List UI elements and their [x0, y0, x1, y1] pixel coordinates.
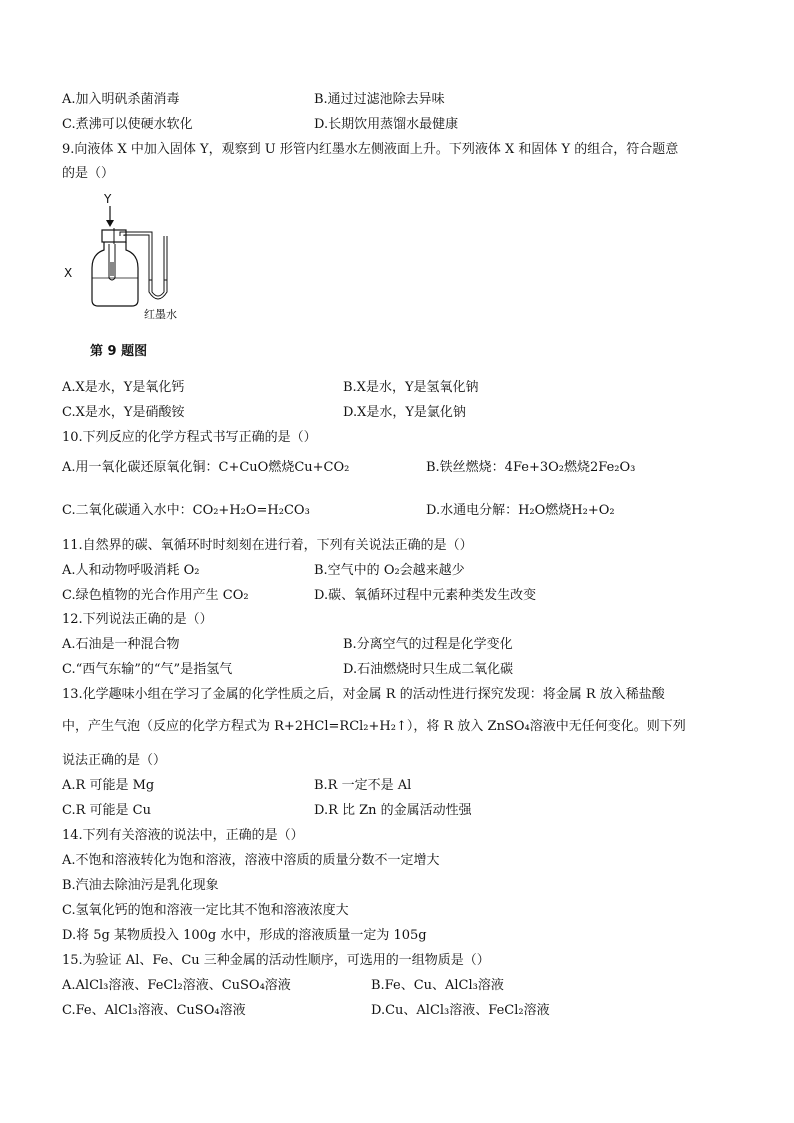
- q14-option-b: B.汽油去除油污是乳化现象: [62, 878, 219, 893]
- q13-option-a: A.R 可能是 Mg: [62, 778, 155, 793]
- q13-stem: 13.化学趣味小组在学习了金属的化学性质之后，对金属 R 的活动性进行探究发现：将金属 R 放入稀盐酸: [62, 687, 665, 702]
- u-tube-apparatus: [60, 192, 200, 362]
- q9-stem: 9.向液体 X 中加入固体 Y，观察到 U 形管内红墨水左侧液面上升。下列液体 X 和固体 Y 的组合，符合题意: [62, 142, 679, 157]
- q12-option-b: B.分离空气的过程是化学变化: [343, 637, 513, 652]
- q12-option-a: A.石油是一种混合物: [62, 637, 180, 652]
- q9-option-d: D.X是水，Y是氯化钠: [343, 405, 466, 420]
- q11-stem: 11.自然界的碳、氧循环时时刻刻在进行着，下列有关说法正确的是（）: [62, 538, 473, 553]
- q14-option-c: C.氢氧化钙的饱和溶液一定比其不饱和溶液浓度大: [62, 903, 349, 918]
- q12-stem: 12.下列说法正确的是（）: [62, 612, 213, 627]
- q13-stem-end: 说法正确的是（）: [62, 753, 167, 768]
- q9-stem-cont: 的是（）: [62, 166, 115, 181]
- q8-option-b: B.通过过滤池除去异味: [314, 92, 445, 107]
- q15-option-b: B.Fe、Cu、AlCl₃溶液: [371, 978, 504, 993]
- q10-option-b: B.铁丝燃烧：4Fe+3O₂燃烧2Fe₂O₃: [426, 460, 636, 475]
- q14-option-a: A.不饱和溶液转化为饱和溶液，溶液中溶质的质量分数不一定增大: [62, 853, 440, 868]
- q13-option-c: C.R 可能是 Cu: [62, 803, 151, 818]
- figure-label-x: X: [64, 266, 73, 280]
- q11-option-c: C.绿色植物的光合作用产生 CO₂: [62, 588, 249, 603]
- q13-option-d: D.R 比 Zn 的金属活动性强: [314, 803, 472, 818]
- q12-option-c: C.“西气东输”的“气”是指氢气: [62, 662, 233, 677]
- q8-option-d: D.长期饮用蒸馏水最健康: [314, 117, 459, 132]
- q9-option-c: C.X是水，Y是硝酸铵: [62, 405, 185, 420]
- figure-label-red-ink: 红墨水: [144, 308, 177, 321]
- figure-label-y: Y: [104, 192, 112, 206]
- q15-option-d: D.Cu、AlCl₃溶液、FeCl₂溶液: [371, 1003, 550, 1018]
- q15-option-c: C.Fe、AlCl₃溶液、CuSO₄溶液: [62, 1003, 246, 1018]
- q13-option-b: B.R 一定不是 Al: [314, 778, 412, 793]
- q10-option-a: A.用一氧化碳还原氧化铜：C+CuO燃烧Cu+CO₂: [62, 460, 350, 475]
- q15-stem: 15.为验证 Al、Fe、Cu 三种金属的活动性顺序，可选用的一组物质是（）: [62, 953, 490, 968]
- q11-option-d: D.碳、氧循环过程中元素种类发生改变: [314, 588, 537, 603]
- q9-option-a: A.X是水，Y是氧化钙: [62, 380, 185, 395]
- q13-stem-cont: 中，产生气泡（反应的化学方程式为 R+2HCl=RCl₂+H₂↑），将 R 放入 ZnSO₄溶液中无任何变化。则下列: [62, 719, 686, 734]
- figure-caption: 第 9 题图: [90, 344, 148, 359]
- q15-option-a: A.AlCl₃溶液、FeCl₂溶液、CuSO₄溶液: [62, 978, 291, 993]
- q12-option-d: D.石油燃烧时只生成二氧化碳: [343, 662, 514, 677]
- q10-option-d: D.水通电分解：H₂O燃烧H₂+O₂: [426, 503, 615, 518]
- q11-option-b: B.空气中的 O₂会越来越少: [314, 563, 465, 578]
- q8-option-a: A.加入明矾杀菌消毒: [62, 92, 180, 107]
- q10-stem: 10.下列反应的化学方程式书写正确的是（）: [62, 430, 317, 445]
- q14-option-d: D.将 5g 某物质投入 100g 水中，形成的溶液质量一定为 105g: [62, 928, 427, 943]
- q10-option-c: C.二氧化碳通入水中：CO₂+H₂O=H₂CO₃: [62, 503, 310, 518]
- q9-option-b: B.X是水，Y是氢氧化钠: [343, 380, 479, 395]
- q9-figure: [60, 192, 200, 362]
- q14-stem: 14.下列有关溶液的说法中，正确的是（）: [62, 828, 304, 843]
- q11-option-a: A.人和动物呼吸消耗 O₂: [62, 563, 200, 578]
- q8-option-c: C.煮沸可以使硬水软化: [62, 117, 193, 132]
